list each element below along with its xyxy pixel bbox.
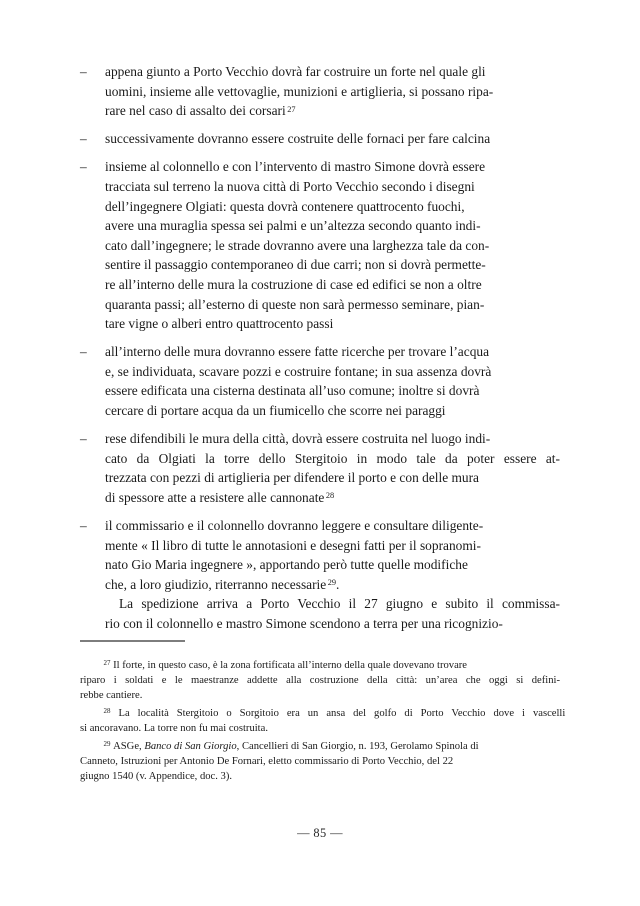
text-line: il commissario e il colonnello dovranno leggere e consultare diligente-: [105, 517, 484, 533]
list-item-text: [105, 129, 560, 149]
text-line: $^{27}$ Il forte, in questo caso, è la zona fortificata all’interno della quale dovevano trovare: [103, 658, 467, 671]
text-line: cato dall’ingegnere; le strade dovranno avere una larghezza tale da con-: [105, 237, 490, 253]
bullet-dash-icon: –: [80, 64, 87, 79]
text-line: all’interno delle mura dovranno essere fatte ricerche per trovare l’acqua: [105, 344, 490, 360]
text-line: $^{28}$ La località Stergitoio o Sorgitoio era un ansa del golfo di Porto Vecchio dove i vascelli: [103, 706, 566, 719]
list-item-text: [105, 516, 560, 594]
sentence-period: .: [336, 576, 340, 592]
text-line: insieme al colonnello e con l’intervento di mastro Simone dovrà essere: [105, 159, 486, 175]
text-line: rio con il colonnello e mastro Simone scendono a terra per una ricognizio-: [105, 615, 503, 631]
text-line: nato Gio Maria ingegnere », apportando però tutte quelle modifiche: [105, 557, 468, 573]
body-content: [80, 62, 560, 634]
text-line: di spessore atte a resistere alle cannonate $^{28}$: [105, 489, 335, 505]
footnote-reference[interactable]: 27: [287, 104, 296, 114]
text-line: dell’ingegnere Olgiati: questa dovrà contenere quattrocento fuochi,: [105, 198, 465, 214]
bullet-dash-icon: –: [80, 159, 87, 175]
footnote-separator-rule: [80, 640, 185, 642]
text-line: rese difendibili le mura della città, dovrà essere costruita nel luogo indi-: [105, 431, 491, 447]
text-line: La spedizione arriva a Porto Vecchio il 27 giugno e subito il commissa-: [119, 596, 560, 612]
instruction-list: [80, 62, 560, 594]
text-line: Canneto, Istruzioni per Antonio De Fornari, eletto commissario di Porto Vecchio, del 22: [80, 755, 454, 767]
text-line: cato da Olgiati la torre dello Stergitoio in modo tale da poter essere at-: [105, 450, 560, 466]
footnote-number: 28: [103, 706, 111, 715]
text-line: appena giunto a Porto Vecchio dovrà far costruire un forte nel quale gli: [105, 64, 486, 79]
text-line: sentire il passaggio contemporaneo di due carri; non si dovrà permette-: [105, 257, 486, 273]
text-line: che, a loro giudizio, riterranno necessarie $^{29}$.: [105, 576, 340, 592]
text-line: trezzata con pezzi di artiglieria per difendere il porto e con delle mura: [105, 470, 480, 486]
list-item: [80, 429, 560, 507]
list-item-text: [105, 342, 560, 420]
text-line: cercare di portare acqua da un fiumicello che scorre nei paraggi: [105, 403, 446, 418]
cited-work-title: Banco di San Giorgio: [144, 740, 237, 752]
text-line: giugno 1540 (v. Appendice, doc. 3).: [80, 771, 233, 783]
bullet-dash-icon: –: [80, 131, 87, 147]
text-line: tare vigne o alberi entro quattrocento passi: [105, 316, 334, 332]
footnote-number: 29: [103, 739, 111, 748]
list-item-text: [105, 429, 560, 507]
text-line: tracciata sul terreno la nuova città di Porto Vecchio secondo i disegni: [105, 178, 475, 194]
footnote-29: [80, 739, 560, 785]
list-item: [80, 516, 560, 594]
text-line: successivamente dovranno essere costruite delle fornaci per fare calcina: [105, 131, 491, 147]
text-line: re all’interno delle mura la costruzione di case ed edifici se non a oltre: [105, 276, 482, 292]
text-line: si ancoravano. La torre non fu mai costruita.: [80, 723, 268, 735]
text-line: essere edificata una cisterna destinata all’uso comune; inoltre si dovrà: [105, 383, 480, 399]
text-line: e, se individuata, scavare pozzi e costruire fontane; in sua assenza dovrà: [105, 363, 492, 379]
footnote-number: 27: [103, 658, 111, 667]
bullet-dash-icon: –: [80, 344, 87, 360]
text-line: mente « Il libro di tutte le annotasioni e desegni fatti per il sopranomi-: [105, 537, 481, 553]
list-item: [80, 157, 560, 333]
footnote-27: [80, 658, 560, 704]
text-line: $^{29}$ ASGe, Banco di San Giorgio, Cancellieri di San Giorgio, n. 193, Gerolamo Spinola di: [103, 739, 479, 752]
page-number: — 85 —: [297, 826, 343, 840]
text-line: avere una muraglia spessa sei palmi e un’altezza secondo quanto indi-: [105, 218, 481, 234]
list-item: [80, 342, 560, 420]
footnotes-section: [80, 640, 566, 787]
footnote-reference[interactable]: 28: [325, 491, 335, 501]
list-item: [80, 62, 560, 121]
text-line: riparo i soldati e le maestranze addette alla costruzione della città: un’area che oggi si defini-: [80, 674, 560, 686]
text-line: quaranta passi; all’esterno di queste non sarà permesso seminare, pian-: [105, 296, 485, 312]
text-line: rare nel caso di assalto dei corsari $^{27}$: [105, 103, 296, 119]
list-item-text: [105, 157, 560, 333]
text-line: rebbe cantiere.: [80, 690, 143, 702]
footnote-reference[interactable]: 29: [327, 578, 337, 588]
bullet-dash-icon: –: [80, 517, 87, 533]
closing-paragraph: [80, 594, 560, 633]
footnote-28: [80, 706, 566, 737]
list-item-text: [105, 62, 560, 121]
list-item: [80, 129, 560, 149]
text-line: uomini, insieme alle vettovaglie, munizioni e artiglieria, si possano ripa-: [105, 83, 494, 99]
bullet-dash-icon: –: [80, 431, 87, 447]
